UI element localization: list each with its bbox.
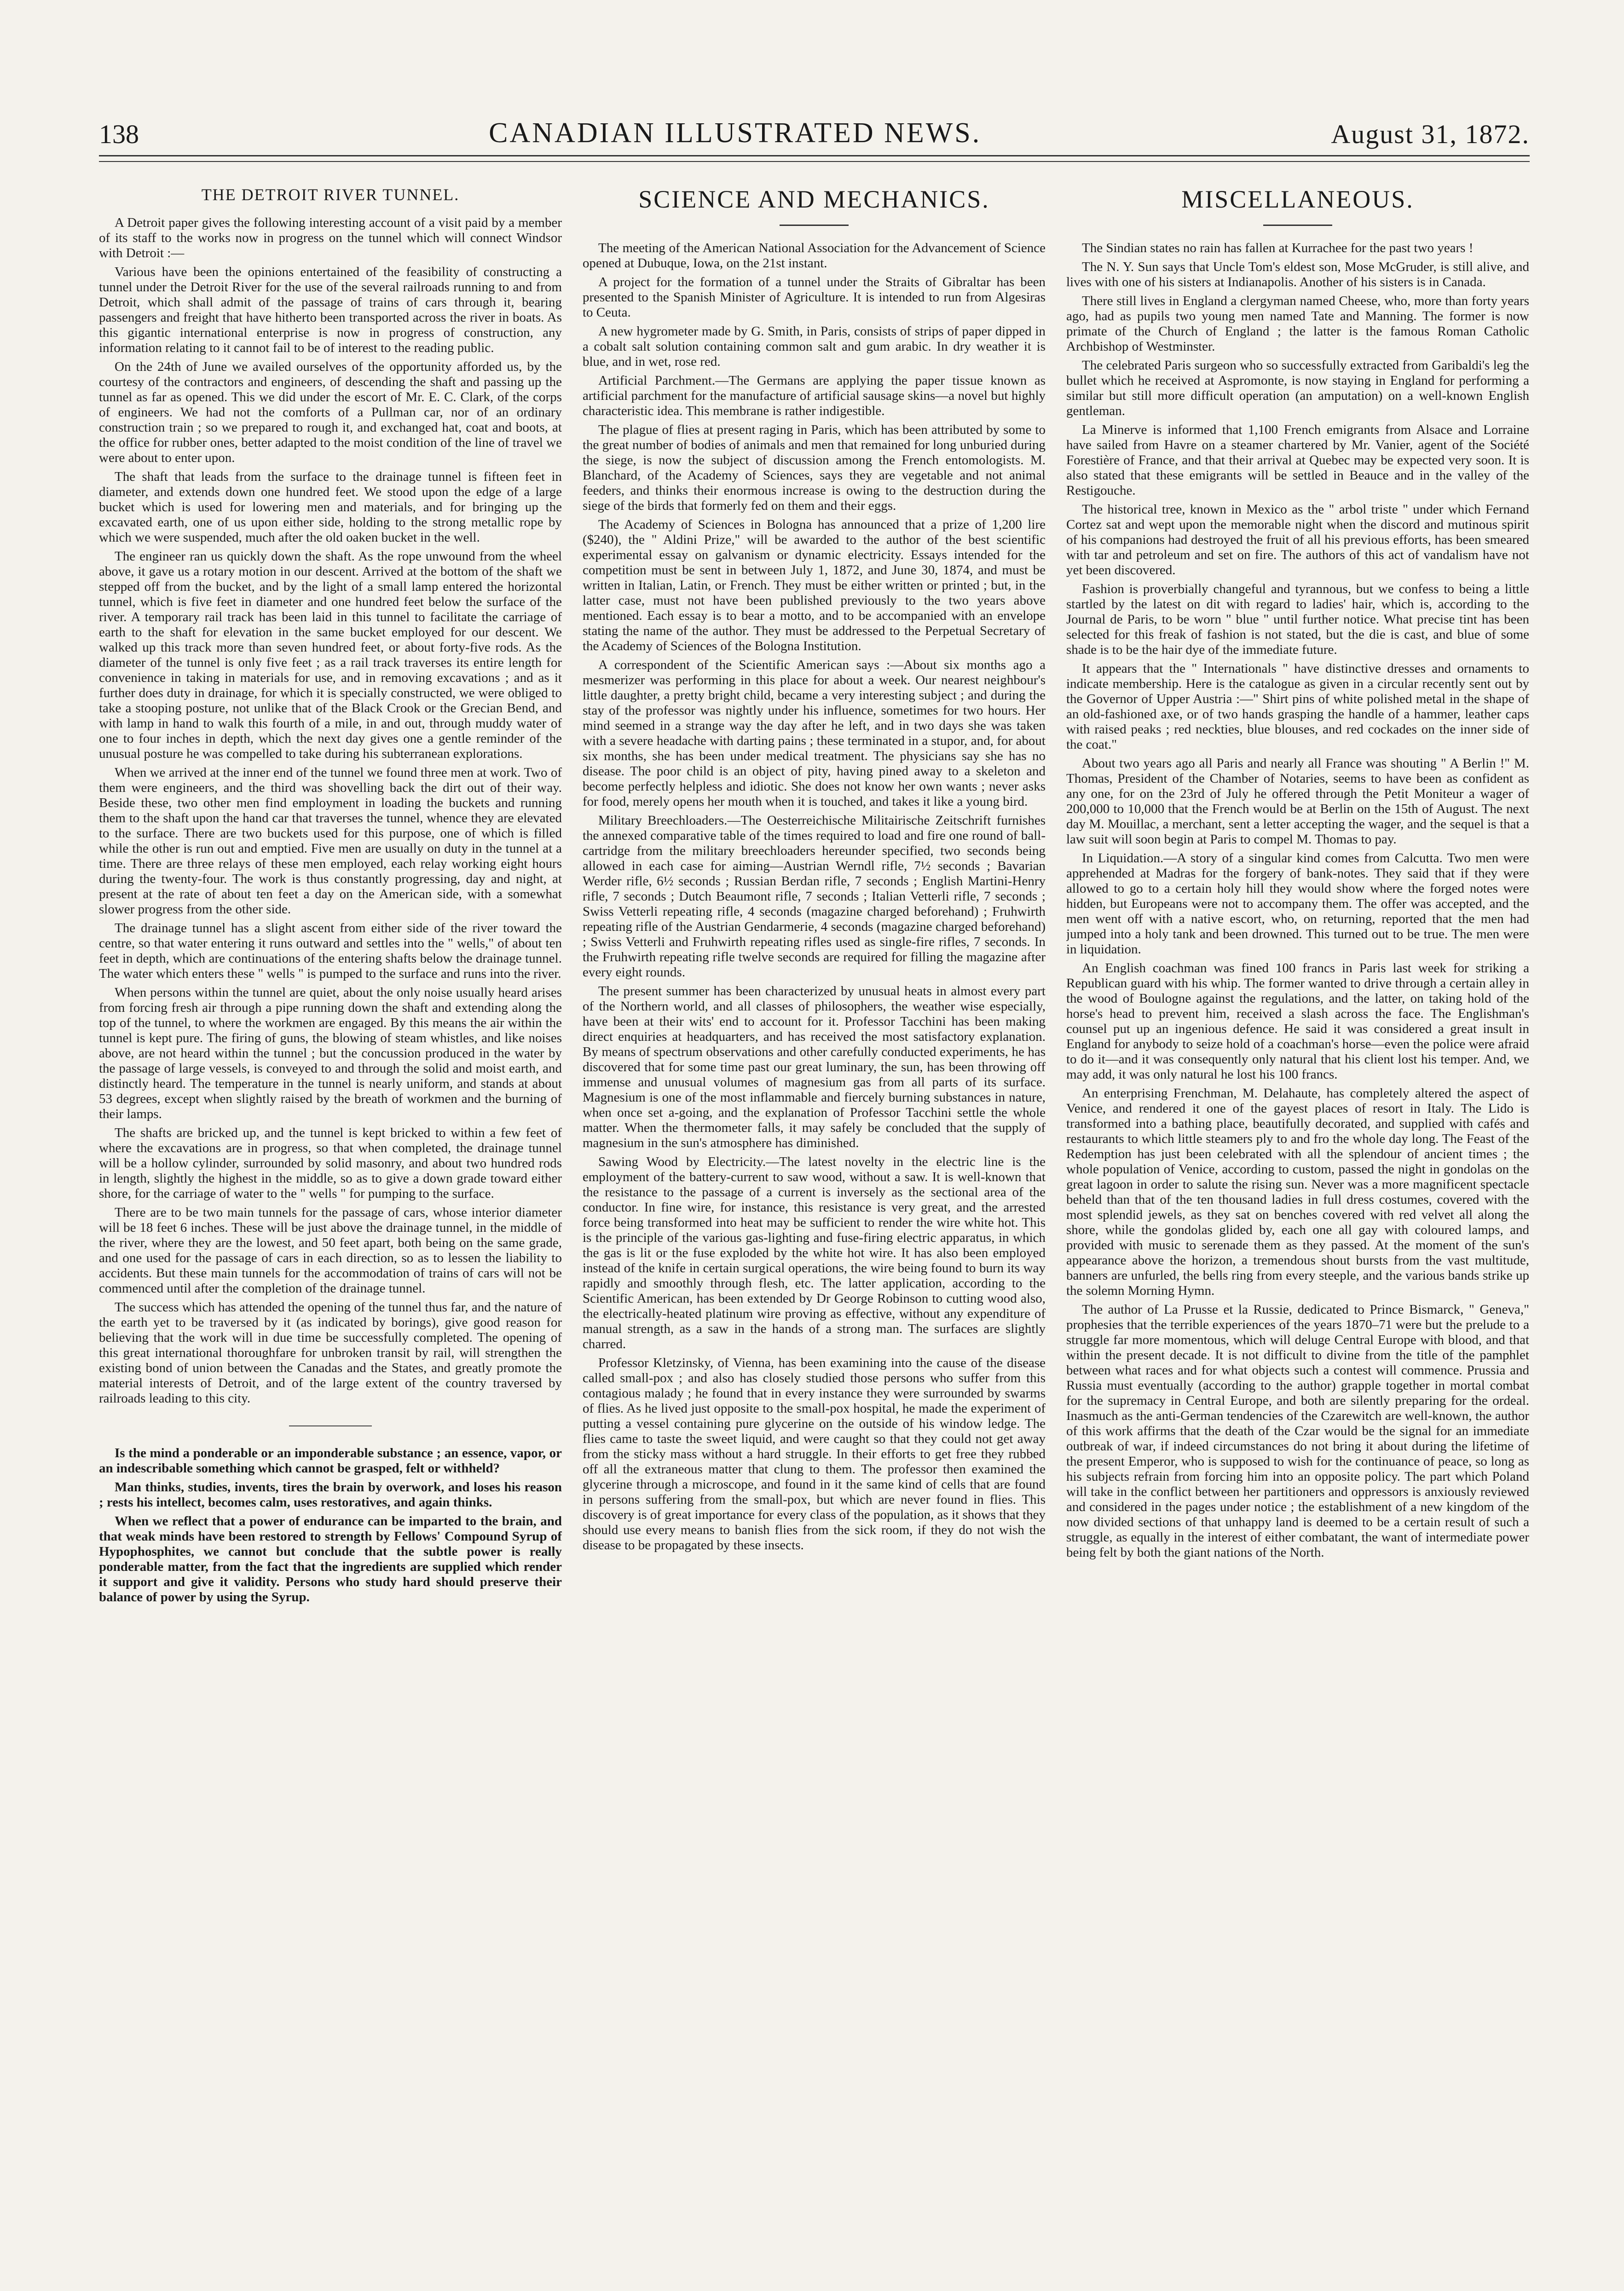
section-title: MISCELLANEOUS. bbox=[1181, 185, 1414, 213]
section-rule bbox=[1263, 225, 1332, 226]
paragraph: The drainage tunnel has a slight ascent from either side of the river toward the centre, so that water entering it runs outward and settles into the " wells," of about ten feet in depth, which are continuations of the entering shafts below the drainage tunnel. The water which enters these " wells " is pumped to the surface and runs into the river. bbox=[99, 921, 562, 981]
issue-date: August 31, 1872. bbox=[1331, 119, 1530, 149]
article-body bbox=[99, 215, 562, 1406]
column-divider bbox=[289, 1425, 372, 1426]
page-number: 138 bbox=[99, 119, 139, 149]
paragraph: The Academy of Sciences in Bologna has announced that a prize of 1,200 lire ($240), the " Aldini Prize," will be awarded to the author of the best scientific experimental essay on galvanism or dynamic electricity. Essays intended for the competition must be sent in between July 1, 1872, and June 30, 1874, and must be written in Italian, Latin, or French. They must be either written or printed ; but, in the latter case, must not have been published previously to the two years above mentioned. Each essay is to bear a motto, and to be accompanied with an envelope stating the name of the author. They must be addressed to the Perpetual Secretary of the Academy of Sciences of the Bologna Institution. bbox=[583, 517, 1046, 653]
header-rule bbox=[99, 155, 1530, 162]
paragraph: On the 24th of June we availed ourselves of the opportunity afforded us, by the courtesy of the contractors and engineers, of descending the shaft and passing up the tunnel as far as opened. This we did under the escort of Mr. E. C. Clark, of the corps of engineers. We had not the comforts of a Pullman car, nor of an ordinary construction train ; so we prepared to rough it, and exchanged hat, coat and boots, at the office for rubber ones, better adapted to the moist condition of the line of travel we were about to enter upon. bbox=[99, 359, 562, 465]
paragraph: A correspondent of the Scientific American says :—About six months ago a mesmerizer was performing in this place for about a week. Our nearest neighbour's little daughter, a pretty bright child, became a very interesting subject ; and during the stay of the professor was nightly under his influence, sometimes for two hours. Her mind seemed in a strange way the day after he left, and in two days she was taken with a severe headache with darting pains ; these terminated in a stupor, and, for about six months, she has been under medical treatment. The physicians say she has no disease. The poor child is an object of pity, having pined away to a skeleton and become perfectly helpless and idiotic. She does not know her own wants ; never asks for food, merely opens her mouth when it is touched, and takes it like a young bird. bbox=[583, 658, 1046, 809]
paragraph: A new hygrometer made by G. Smith, in Paris, consists of strips of paper dipped in a cobalt salt solution containing common salt and gum arabic. In dry weather it is blue, and in wet, rose red. bbox=[583, 324, 1046, 369]
paragraph: In Liquidation.—A story of a singular kind comes from Calcutta. Two men were apprehended at Madras for the forgery of bank-notes. They said that if they were allowed to go to a certain holy hill they would show where the forged notes were hidden, but Europeans were not to accompany them. The offer was accepted, and the men went off with a native escort, who, on returning, reported that the men had jumped into a holy tank and been drowned. This turned out to be true. The men were in liquidation. bbox=[1066, 851, 1529, 957]
paragraph: Artificial Parchment.—The Germans are applying the paper tissue known as artificial parchment for the manufacture of artificial sausage skins—a novel but highly characteristic idea. This membrane is rather indigestible. bbox=[583, 373, 1046, 418]
paragraph: When we reflect that a power of endurance can be imparted to the brain, and that weak minds have been restored to strength by Fellows' Compound Syrup of Hypophosphites, we cannot but conclude that the subtle power is really ponderable matter, from the fact that the ingredients are supplied which render it support and give it validity. Persons who study hard should preserve their balance of power by using the Syrup. bbox=[99, 1514, 562, 1604]
paragraph: La Minerve is informed that 1,100 French emigrants from Alsace and Lorraine have sailed from Havre on a steamer chartered by Mr. Vanier, agent of the Société Forestière of France, and that their arrival at Quebec may be expected very soon. It is also stated that these emigrants will be settled in Beauce and in the valley of the Restigouche. bbox=[1066, 422, 1529, 498]
paragraph: Various have been the opinions entertained of the feasibility of constructing a tunnel under the Detroit River for the use of the several railroads running to and from Detroit, which shall admit of the passage of trains of cars through it, bearing passengers and freight that have hitherto been transported across the river in boats. As this gigantic international enterprise is now in progress of construction, any information relating to it cannot fail to be of interest to the reading public. bbox=[99, 265, 562, 355]
column-detroit-tunnel bbox=[99, 175, 562, 2218]
paragraph: The historical tree, known in Mexico as the " arbol triste " under which Fernand Cortez sat and wept upon the memorable night when the discord and mutinous spirit of his companions had destroyed the fruit of all his previous efforts, has been smeared with tar and petroleum and set on fire. The authors of this act of vandalism have not yet been discovered. bbox=[1066, 502, 1529, 577]
paragraph: An English coachman was fined 100 francs in Paris last week for striking a Republican guard with his whip. The former wanted to drive through a certain alley in the wood of Boulogne against the regulations, and the latter, on taking hold of the horse's head to prevent him, received a slash across the face. The Englishman's counsel put up an ingenious defence. He said it was considered a great insult in England for anybody to seize hold of a coachman's horse—even the police were afraid to do it—and it was consequently only natural that his client lost his temper. And, we may add, it was only natural he lost his 100 francs. bbox=[1066, 961, 1529, 1082]
paragraph: The N. Y. Sun says that Uncle Tom's eldest son, Mose McGruder, is still alive, and lives with one of his sisters at Indianapolis. Another of his sisters is in Canada. bbox=[1066, 260, 1529, 289]
paragraph: The present summer has been characterized by unusual heats in almost every part of the Northern world, and all classes of philosophers, the weather wise especially, have been at their wits' end to account for it. Professor Tacchini has been making direct enquiries at headquarters, and has received the most satisfactory explanation. By means of spectrum observations and other carefully conducted experiments, he has discovered that for some time past our great luminary, the sun, has been throwing off immense and unusual volumes of magnesium gas from all parts of its surface. Magnesium is one of the most inflammable and fiercely burning substances in nature, when once set a-going, and the explanation of Professor Tacchini settle the whole matter. When the thermometer falls, it may safely be concluded that the supply of magnesium in the sun's atmosphere has diminished. bbox=[583, 984, 1046, 1150]
paragraph: Is the mind a ponderable or an imponderable substance ; an essence, vapor, or an indescribable something which cannot be grasped, felt or withheld? bbox=[99, 1446, 562, 1476]
advert-body bbox=[99, 1446, 562, 1605]
paragraph: Sawing Wood by Electricity.—The latest novelty in the electric line is the employment of the battery-current to saw wood, without a saw. It is well-known that the resistance to the passage of a current is inversely as the sectional area of the conductor. In fine wire, for instance, this resistance is very great, and the arrested force being transformed into heat may be sufficient to render the wire white hot. This is the principle of the various gas-lighting and fuse-firing electric apparatus, in which the gas is lit or the fuse exploded by the white hot wire. It has also been employed instead of the knife in certain surgical operations, the wire being found to burn its way rapidly and smoothly through flesh, etc. The latter application, according to the Scientific American, has been extended by Dr George Robinson to cutting wood also, the electrically-heated platinum wire proving as effective, without any expenditure of manual strength, as a saw in the hands of a strong man. The surfaces are slightly charred. bbox=[583, 1154, 1046, 1351]
paragraph: The meeting of the American National Association for the Advancement of Science opened at Dubuque, Iowa, on the 21st instant. bbox=[583, 241, 1046, 271]
paragraph: The engineer ran us quickly down the shaft. As the rope unwound from the wheel above, it gave us a rotary motion in our descent. Arrived at the bottom of the shaft we stepped off from the bucket, and by the light of a small lamp entered the horizontal tunnel, which is five feet in diameter and one hundred feet below the surface of the river. A temporary rail track has been laid in this tunnel to facilitate the carriage of earth to the shaft for elevation in the same bucket employed for our descent. We walked up this track more than seven hundred feet, or about forty-five rods. As the diameter of the tunnel is only five feet ; as a rail track traverses its entire length for convenience in taking in materials for use, and in removing excavations ; and as it further does duty in drainage, for which it is specially constructed, we were obliged to take a stooping posture, not unlike that of the Black Crook or the Grecian Bend, and with lamp in hand to walk this fourth of a mile, in and out, through muddy water of one to four inches in depth, which the next day gives one a gentle reminder of the unusual posture he was compelled to take during his subterranean explorations. bbox=[99, 549, 562, 761]
paragraph: Professor Kletzinsky, of Vienna, has been examining into the cause of the disease called small-pox ; and also has closely studied those persons who suffer from this contagious malady ; he found that in every instance they were surrounded by swarms of flies. As he lived just opposite to the small-pox hospital, he made the experiment of putting a vessel containing pure glycerine on the outside of his window ledge. The flies came to taste the sweet liquid, and were caught so that they could not get away from the sticky mass without a hard struggle. In their efforts to get free they rubbed off all the extraneous matter that clung to them. The professor then examined the glycerine through a microscope, and found in it the same kind of cells that are found in persons suffering from the small-pox, but which are never found in flies. This discovery is of great importance for every class of the population, as it shows that they should use every means to banish flies from the sick room, if they do not wish the disease to be propagated by these insects. bbox=[583, 1356, 1046, 1552]
paragraph: When we arrived at the inner end of the tunnel we found three men at work. Two of them were engineers, and the third was shovelling back the dirt out of their way. Beside these, two other men find employment in loading the buckets and running them to the shaft upon the hand car that traverses the tunnel, whence they are elevated to the surface. There are two buckets used for this purpose, one of which is filled while the other is run out and emptied. Five men are usually on duty in the tunnel at a time. There are three relays of these men employed, each relay working eight hours during the twenty-four. The work is thus constantly progressing, day and night, at present at the rate of about ten feet a day on the American side, with a somewhat slower progress from the other side. bbox=[99, 765, 562, 917]
section-title: SCIENCE AND MECHANICS. bbox=[638, 185, 990, 213]
columns bbox=[99, 175, 1530, 2218]
paragraph: The shaft that leads from the surface to the drainage tunnel is fifteen feet in diameter, and extends down one hundred feet. We stood upon the edge of a large bucket which is used for lowering men and materials, and for bringing up the excavated earth, one of us upon either side, holding to the strong metallic rope by which we were suspended, much after the old oaken bucket in the well. bbox=[99, 469, 562, 545]
paragraph: The plague of flies at present raging in Paris, which has been attributed by some to the great number of bodies of animals and men that remained for long unburied during the siege, is now the subject of discussion among the French entomologists. M. Blanchard, of the Academy of Sciences, says they are vegetable and not animal feeders, and thinks their enormous increase is owing to the destruction during the siege of the birds that formerly fed on them and their eggs. bbox=[583, 422, 1046, 513]
paragraph: Military Breechloaders.—The Oesterreichische Militairische Zeitschrift furnishes the annexed comparative table of the times required to load and fire one round of ball-cartridge from the military breechloaders hereunder specified, two seconds being allowed in each case for aiming—Austrian Werndl rifle, 7½ seconds ; Bavarian Werder rifle, 6½ seconds ; Russian Berdan rifle, 7 seconds ; English Martini-Henry rifle, 7 seconds ; Dutch Beaumont rifle, 7 seconds ; Italian Vetterli rifle, 7 seconds ; Swiss Vetterli repeating rifle, 4 seconds (magazine charged beforehand) ; Fruhwirth repeating rifle of the Austrian Gendarmerie, 4 seconds (magazine charged beforehand) ; Swiss Vetterli and Fruhwirth repeating rifles used as single-fire rifles, 7 seconds. In the Fruhwirth repeating rifle twelve seconds are required for filling the magazine after every eight rounds. bbox=[583, 813, 1046, 980]
paragraph: The celebrated Paris surgeon who so successfully extracted from Garibaldi's leg the bullet which he received at Aspromonte, is now staying in England for performing a similar but still more difficult operation (an amputation) on a well-known English gentleman. bbox=[1066, 358, 1529, 418]
paragraph: A Detroit paper gives the following interesting account of a visit paid by a member of its staff to the works now in progress on the tunnel which will connect Windsor with Detroit :— bbox=[99, 215, 562, 260]
paragraph: The Sindian states no rain has fallen at Kurrachee for the past two years ! bbox=[1082, 241, 1474, 255]
paragraph: When persons within the tunnel are quiet, about the only noise usually heard arises from forcing fresh air through a pipe running down the shaft and extending along the top of the tunnel, to where the workmen are engaged. By this means the air within the tunnel is kept pure. The firing of guns, the blowing of steam whistles, and like noises above, are not heard within the tunnel ; but the concussion produced in the water by the passage of large vessels, is conveyed to and through the solid and moist earth, and distinctly heard. The temperature in the tunnel is nearly uniform, and stands at about 53 degrees, except when slightly raised by the breath of workmen and the burning of their lamps. bbox=[99, 985, 562, 1121]
section-body bbox=[1066, 241, 1529, 1560]
paragraph: It appears that the " Internationals " have distinctive dresses and ornaments to indicate membership. Here is the catalogue as given in a circular recently sent out by the Governor of Upper Austria :—" Shirt pins of white polished metal in the shape of an old-fashioned axe, or of two hands grasping the handle of a hammer, leather caps with raised peaks ; red neckties, blue blouses, and red cockades on the inner side of the coat." bbox=[1066, 661, 1529, 752]
paragraph: Fashion is proverbially changeful and tyrannous, but we confess to being a little startled by the latest on dit with regard to ladies' hair, which is, according to the Journal de Paris, to be worn " blue " until further notice. What precise tint has been selected for this freak of fashion is not stated, but the die is cast, and blue of some shade is to be the hair dye of the immediate future. bbox=[1066, 582, 1529, 657]
publication-title: CANADIAN ILLUSTRATED NEWS. bbox=[489, 117, 982, 149]
column-science-mechanics bbox=[583, 175, 1046, 2218]
paragraph: The author of La Prusse et la Russie, dedicated to Prince Bismarck, " Geneva," prophesies that the terrible experiences of the years 1870–71 were but the prelude to a struggle far more momentous, which will deluge Central Europe with blood, and that within the present decade. It is not difficult to divine from the title of the pamphlet between what races and for what objects such a contest will commence. Prussia and Russia must eventually (according to the author) grapple together in mortal combat for the supremacy in Central Europe, and both are silently preparing for the ordeal. Inasmuch as the anti-German tendencies of the Czarewitch are well-known, the author of this work affirms that the death of the Czar would be the signal for an immediate outbreak of war, if indeed circumstances do not bring it about during the lifetime of the present Emperor, who is supposed to wish for the continuance of peace, so long as his subjects refrain from forcing him into an opposite policy. The part which Poland will take in the conflict between her partitioners and oppressors is anxiously reviewed and considered in the pages under notice ; the establishment of a new kingdom of the now divided sections of that unhappy land is deemed to be a certain result of such a struggle, as equally in the interest of either combatant, the want of intermediate power being felt by both the giant nations of the North. bbox=[1066, 1302, 1529, 1560]
paragraph: The shafts are bricked up, and the tunnel is kept bricked to within a few feet of where the excavations are in progress, so that when completed, the drainage tunnel will be a hollow cylinder, surrounded by solid masonry, and about two hundred rods in length, slightly the highest in the middle, so as to give a down grade toward either shore, for the carriage of water to the " wells " for pumping to the surface. bbox=[99, 1125, 562, 1201]
section-body bbox=[583, 241, 1046, 1553]
paragraph: The success which has attended the opening of the tunnel thus far, and the nature of the earth yet to be traversed by it (as indicated by borings), give good reason for believing that the work will in due time be successfully completed. The opening of this great international thoroughfare for unbroken transit by rail, will strengthen the existing bond of union between the Canadas and the States, and greatly promote the material interests of Detroit, and of the large extent of the country traversed by railroads leading to this city. bbox=[99, 1300, 562, 1406]
paragraph: About two years ago all Paris and nearly all France was shouting " A Berlin !" M. Thomas, President of the Chamber of Notaries, seems to have been as confident as any one, for on the 23rd of July he offered through the Petit Moniteur a wager of 200,000 to 10,000 that the French would be at Berlin on the 15th of August. The next day M. Mouillac, a merchant, sent a letter accepting the wager, and the sequel is that a law suit will soon begin at Paris to compel M. Thomas to pay. bbox=[1066, 756, 1529, 847]
paragraph: There are to be two main tunnels for the passage of cars, whose interior diameter will be 18 feet 6 inches. These will be just above the drainage tunnel, in the middle of the river, where they are the lowest, and 50 feet apart, both being on the same grade, and one used for the passage of cars in each direction, so as to lessen the liability to accidents. But these main tunnels for the accommodation of trains of cars will not be commenced until after the completion of the drainage tunnel. bbox=[99, 1205, 562, 1296]
column-miscellaneous bbox=[1066, 175, 1529, 2218]
paragraph: An enterprising Frenchman, M. Delahaute, has completely altered the aspect of Venice, and rendered it one of the gayest places of resort in Italy. The Lido is transformed into a bathing place, beautifully decorated, and supplied with cafés and restaurants to which little steamers ply to and fro the whole day long. The Feast of the Redemption has just been celebrated with all the splendour of ancient times ; the whole population of Venice, according to custom, passed the night in gondolas on the great lagoon in order to salute the rising sun. Never was a more magnificent spectacle beheld than that of the ten thousand ladies in full dress costumes, covered with the most splendid jewels, as they sat on benches covered with red velvet all along the shore, while the gondolas glided by, each one all gay with coloured lamps, and provided with music to serenade them as they passed. At the moment of the sun's appearance above the horizon, a tremendous shout bursts from the vast multitude, banners are unfurled, the bells ring from every steeple, and the various bands strike up the solemn Morning Hymn. bbox=[1066, 1086, 1529, 1298]
paragraph: A project for the formation of a tunnel under the Straits of Gibraltar has been presented to the Spanish Minister of Agriculture. It is intended to run from Algesiras to Ceuta. bbox=[583, 275, 1046, 320]
section-rule bbox=[780, 225, 849, 226]
page-header bbox=[99, 99, 1530, 150]
article-title: THE DETROIT RIVER TUNNEL. bbox=[201, 185, 460, 204]
paragraph: Man thinks, studies, invents, tires the brain by overwork, and loses his reason ; rests his intellect, becomes calm, uses restoratives, and again thinks. bbox=[99, 1480, 562, 1510]
paragraph: There still lives in England a clergyman named Cheese, who, more than forty years ago, had as pupils two young men named Tate and Manning. The former is now primate of the Church of England ; the latter is the famous Roman Catholic Archbishop of Westminster. bbox=[1066, 294, 1529, 354]
